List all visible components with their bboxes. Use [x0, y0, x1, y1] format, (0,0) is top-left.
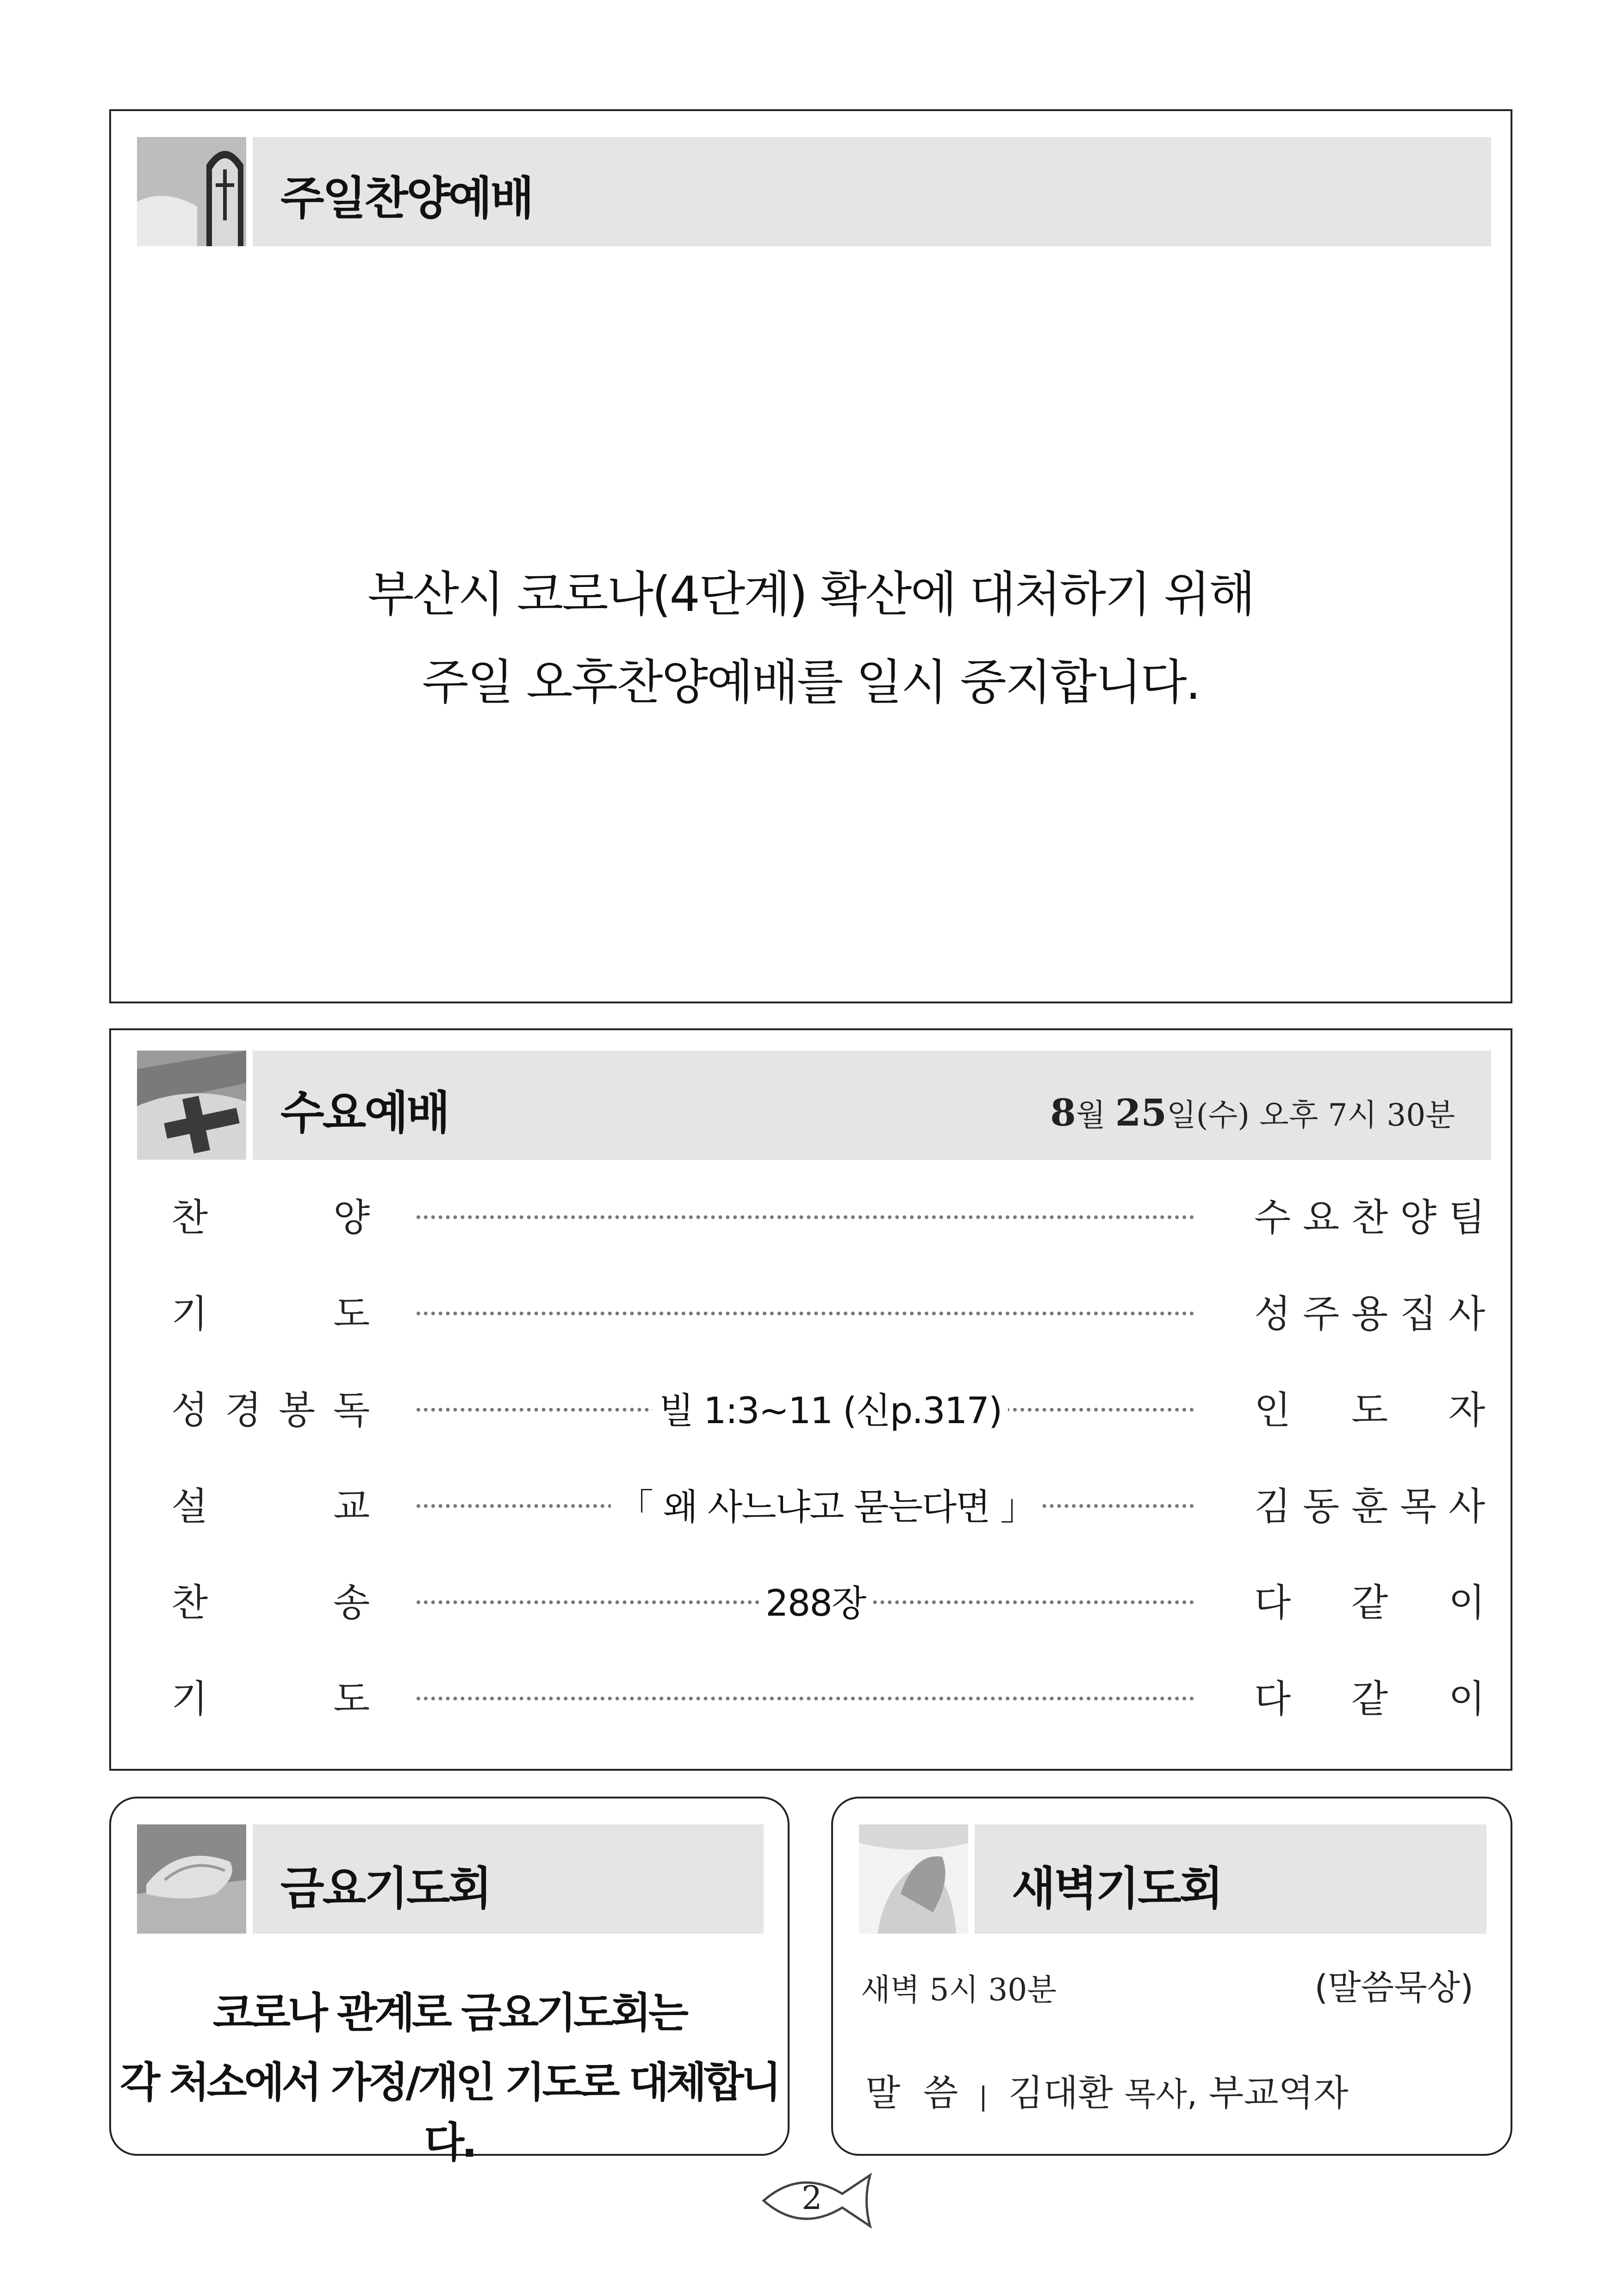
- order-leader-char: 다: [1254, 1677, 1291, 1721]
- dawn-time: 새벽 5시 30분: [861, 1972, 1057, 2008]
- order-label-char: 기: [171, 1292, 208, 1336]
- order-label-char: 봉: [279, 1388, 316, 1432]
- friday-title: 금요기도회: [280, 1862, 491, 1915]
- date-month: 8: [1050, 1091, 1076, 1134]
- folded-hands-icon: [859, 1824, 968, 1934]
- order-leader-char: 수: [1254, 1196, 1291, 1240]
- order-label-char: 성: [171, 1388, 208, 1432]
- page-number-fish: [759, 2171, 879, 2231]
- order-row-sermon: [111, 1476, 1511, 1532]
- scripture-reference: 빌 1:3~11 (신p.317): [653, 1382, 1008, 1434]
- order-row-prayer: [111, 1284, 1511, 1339]
- order-leader-char: 목: [1400, 1485, 1437, 1529]
- leader-dots: [417, 1697, 1194, 1700]
- order-label-char: 교: [333, 1485, 370, 1529]
- order-label-char: 찬: [171, 1196, 208, 1240]
- wednesday-worship-box: [109, 1028, 1512, 1771]
- order-label-char: 찬: [171, 1581, 208, 1625]
- order-leader-char: 훈: [1351, 1485, 1388, 1529]
- order-label-char: 경: [225, 1388, 262, 1432]
- bible-cross-icon: [137, 1051, 246, 1160]
- speaker-role: 목사,: [1124, 2075, 1198, 2113]
- order-leader-char: 자: [1449, 1388, 1486, 1432]
- dawn-title: 새벽기도회: [1012, 1862, 1222, 1915]
- sunday-notice-line2: 주일 오후찬양예배를 일시 중지합니다.: [422, 654, 1200, 710]
- sunday-notice-line1: 부산시 코로나(4단계) 확산에 대처하기 위해: [367, 566, 1254, 622]
- dawn-note: (말씀묵상): [1314, 1968, 1474, 2008]
- order-leader-char: 용: [1351, 1292, 1388, 1336]
- date-month-unit: 월: [1076, 1097, 1106, 1133]
- order-label-char: 기: [171, 1677, 208, 1721]
- bible-cross-image: [137, 1051, 246, 1160]
- order-leader-char: 팀: [1449, 1196, 1486, 1240]
- order-leader-char: 사: [1449, 1292, 1486, 1336]
- order-label-char: 독: [333, 1388, 370, 1432]
- order-leader-char: 같: [1351, 1581, 1388, 1625]
- separator: |: [979, 2082, 988, 2112]
- order-leader-char: 도: [1351, 1388, 1388, 1432]
- order-leader-char: 집: [1400, 1292, 1437, 1336]
- order-label-char: 도: [333, 1677, 370, 1721]
- church-window-image: [137, 137, 246, 246]
- friday-notice-line2: 각 처소에서 가정/개인 기도로 대체합니다.: [120, 2058, 779, 2167]
- dawn-prayer-box: [831, 1797, 1512, 2156]
- speaker-name: 김대환: [1008, 2072, 1113, 2114]
- sunday-title: 주일찬양예배: [280, 172, 533, 225]
- order-leader-char: 동: [1303, 1485, 1340, 1529]
- hymn-number: 288장: [759, 1574, 872, 1626]
- friday-prayer-box: [109, 1797, 790, 2167]
- order-row-scripture: [111, 1380, 1511, 1436]
- order-leader-char: 김: [1254, 1485, 1291, 1529]
- praying-hands-icon: [137, 1824, 246, 1934]
- order-leader-char: 같: [1351, 1677, 1388, 1721]
- order-leader-char: 요: [1303, 1196, 1340, 1240]
- praying-hands-image: [137, 1824, 246, 1934]
- order-leader-char: 주: [1303, 1292, 1340, 1336]
- order-leader-char: 이: [1449, 1581, 1486, 1625]
- wednesday-datetime: [1050, 1090, 1455, 1134]
- sermon-title: 「 왜 사느냐고 묻는다면 」: [611, 1478, 1042, 1530]
- order-leader-char: 사: [1449, 1485, 1486, 1529]
- leader-dots: [417, 1312, 1194, 1315]
- date-rest: 일(수) 오후 7시 30분: [1167, 1097, 1455, 1133]
- leader-dots: [417, 1215, 1194, 1219]
- sunday-worship-box: [109, 109, 1512, 1003]
- order-leader-char: 찬: [1351, 1196, 1388, 1240]
- order-label-char: 송: [333, 1581, 370, 1625]
- friday-notice-line1: 코로나 관계로 금요기도회는: [213, 1989, 686, 2037]
- order-leader-char: 인: [1254, 1388, 1291, 1432]
- page-number: 2: [802, 2179, 822, 2217]
- order-leader-char: 이: [1449, 1677, 1486, 1721]
- word-label: 말 씀: [865, 2072, 958, 2114]
- folded-hands-image: [859, 1824, 968, 1934]
- order-label-char: 도: [333, 1292, 370, 1336]
- order-leader-char: 성: [1254, 1292, 1291, 1336]
- date-day: 25: [1115, 1091, 1167, 1134]
- order-leader-char: 양: [1400, 1196, 1437, 1240]
- order-leader-char: 다: [1254, 1581, 1291, 1625]
- order-row-closing-prayer: [111, 1669, 1511, 1724]
- other-speakers: 부교역자: [1208, 2072, 1349, 2114]
- dawn-sermon-line: [865, 2064, 1348, 2116]
- wednesday-title: 수요예배: [280, 1087, 448, 1139]
- order-row-hymn: [111, 1188, 1511, 1243]
- church-window-icon: [137, 137, 246, 246]
- order-label-char: 양: [333, 1196, 370, 1240]
- order-label-char: 설: [171, 1485, 208, 1529]
- order-row-hymn-number: [111, 1573, 1511, 1628]
